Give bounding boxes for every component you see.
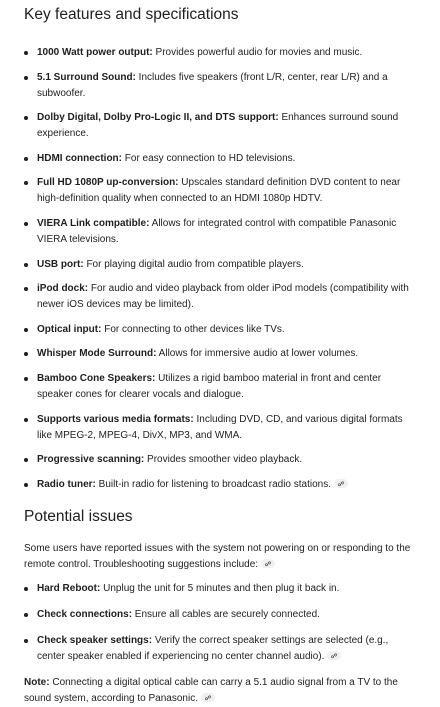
item-label: Supports various media formats: (37, 413, 194, 425)
item-label: 1000 Watt power output: (37, 47, 153, 58)
item-label: USB port: (37, 258, 84, 270)
item-text: Allows for integrated control with compatible Panasonic VIERA televisions. (37, 217, 397, 245)
item-text: For audio and video playback from older iPod models (compatibility with newer iOS devices may be limited). (37, 283, 409, 311)
list-item (24, 633, 416, 665)
item-text: Built-in radio for listening to broadcast radio stations. (95, 478, 332, 490)
note-paragraph (24, 675, 416, 707)
item-label: Optical input: (37, 323, 102, 335)
source-link-icon[interactable] (201, 693, 215, 702)
features-heading: Key features and specifications (24, 6, 239, 23)
item-text: Upscales standard definition DVD content to near high-definition quality when connected to an HDMI 1080p HDTV. (37, 177, 401, 205)
note-label: Note: (24, 676, 50, 688)
item-label: HDMI connection: (37, 152, 122, 164)
item-text: Includes five speakers (front L/R, center, rear L/R) and a subwoofer. (37, 71, 388, 99)
item-text: Unplug the unit for 5 minutes and then plug it back in. (100, 582, 340, 594)
item-label: Check connections: (37, 608, 133, 620)
list-item (24, 477, 416, 493)
item-label: Progressive scanning: (37, 454, 145, 466)
list-item (24, 216, 416, 248)
item-text: Including DVD, CD, and various digital formats like MPEG-2, MPEG-4, DivX, MP3, and WMA. (37, 413, 403, 441)
list-item (24, 257, 416, 273)
item-text: Allows for immersive audio at lower volumes. (156, 348, 359, 360)
item-label: iPod dock: (37, 283, 89, 295)
source-link-icon[interactable] (334, 479, 348, 488)
list-item (24, 412, 416, 444)
issues-heading: Potential issues (24, 507, 133, 525)
item-label: 5.1 Surround Sound: (37, 71, 136, 83)
item-label: Full HD 1080P up-conversion: (37, 177, 179, 189)
list-item (24, 322, 416, 338)
list-item (24, 151, 416, 167)
item-text: For connecting to other devices like TVs. (101, 323, 285, 335)
list-item (24, 281, 416, 313)
list-item (24, 346, 416, 362)
item-text: For easy connection to HD televisions. (122, 152, 296, 164)
list-item (24, 110, 416, 142)
item-label: Check speaker settings: (37, 634, 153, 646)
list-item (24, 581, 416, 597)
source-link-icon[interactable] (327, 651, 341, 660)
item-label: Radio tuner: (37, 478, 96, 490)
list-item (24, 175, 416, 207)
list-item (24, 70, 416, 102)
list-item (24, 45, 416, 61)
item-label: Bamboo Cone Speakers: (37, 372, 156, 384)
issues-list (24, 581, 416, 665)
item-text: For playing digital audio from compatible players. (83, 258, 304, 270)
item-text: Verify the correct speaker settings are selected (e.g., center speaker enabled if experiencing no center channel audio). (37, 634, 389, 662)
note-text: Connecting a digital optical cable can carry a 5.1 audio signal from a TV to the sound system, according to Panasonic. (24, 676, 398, 704)
issues-intro (24, 541, 416, 573)
source-link-icon[interactable] (261, 559, 275, 568)
item-label: Whisper Mode Surround: (37, 348, 157, 360)
item-label: VIERA Link compatible: (37, 217, 150, 229)
list-item (24, 371, 416, 403)
item-text: Utilizes a rigid bamboo material in front and center speaker cones for clearer vocals and dialogue. (37, 372, 382, 400)
item-label: Hard Reboot: (37, 582, 101, 594)
item-text: Provides smoother video playback. (144, 454, 303, 466)
intro-text: Some users have reported issues with the system not powering on or responding to the remote control. Troubleshooting suggestions include: (24, 542, 411, 570)
item-text: Ensure all cables are securely connected. (132, 608, 320, 620)
list-item (24, 607, 416, 623)
item-text: Enhances surround sound experience. (37, 112, 399, 140)
features-list (24, 45, 416, 493)
item-text: Provides powerful audio for movies and music. (152, 47, 363, 58)
list-item (24, 452, 416, 468)
item-label: Dolby Digital, Dolby Pro-Logic II, and DTS support: (37, 112, 279, 124)
